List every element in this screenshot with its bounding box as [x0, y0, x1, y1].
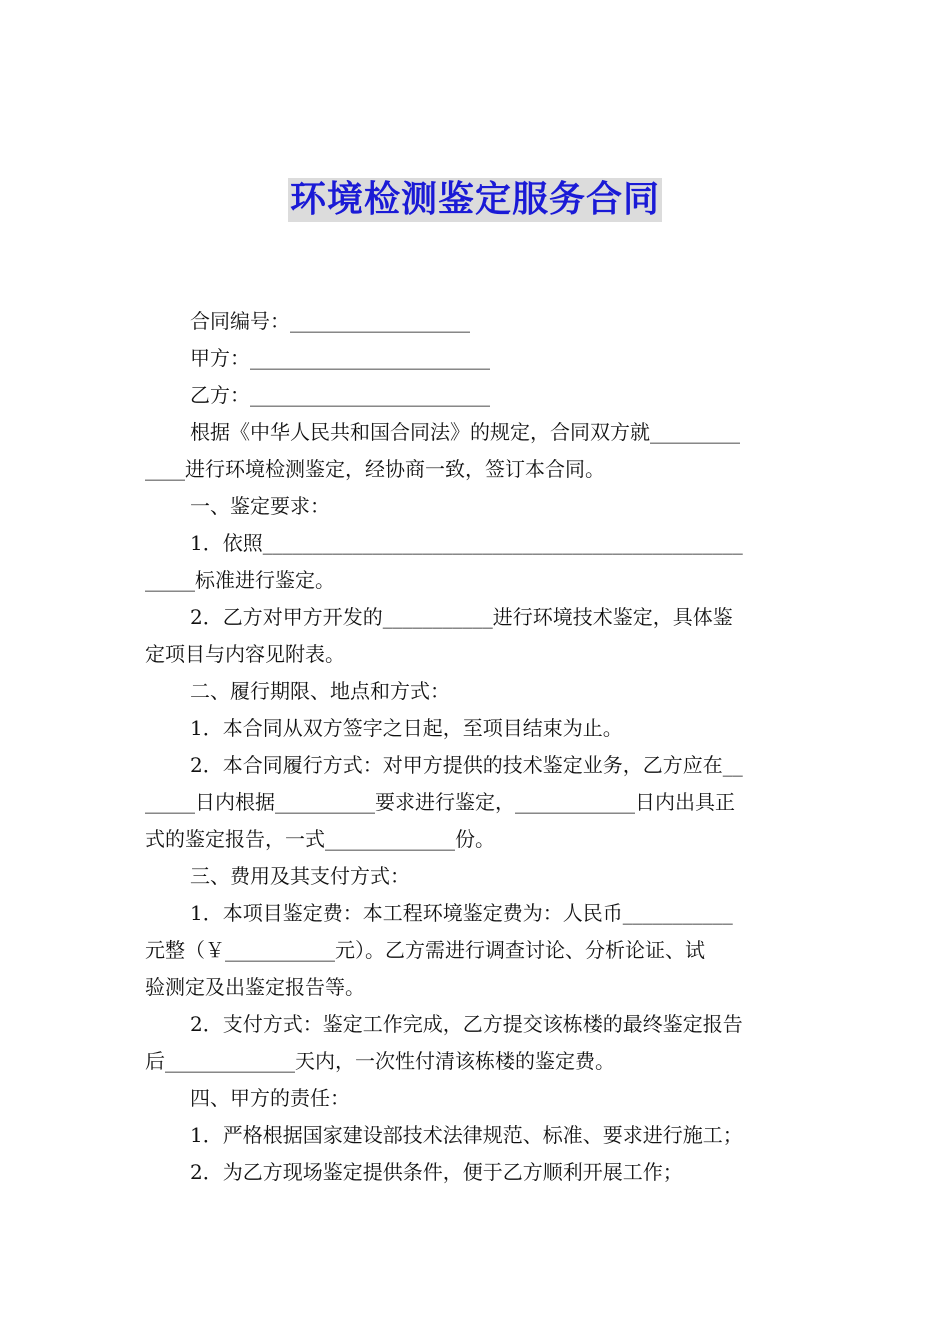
contract-number-label: 合同编号：: [190, 309, 290, 333]
intro-line-1: 根据《中华人民共和国合同法》的规定，合同双方就_________: [190, 420, 740, 444]
party-b-blank: ________________________: [250, 383, 490, 407]
contract-number-blank: __________________: [290, 309, 470, 333]
s2-item2-line-3: 式的鉴定报告，一式_____________份。: [145, 827, 495, 851]
s2-item1: 1．本合同从双方签字之日起，至项目结束为止。: [190, 716, 623, 740]
section-4-heading: 四、甲方的责任：: [190, 1086, 350, 1110]
party-b-line: [145, 377, 807, 414]
section-2-heading: 二、履行期限、地点和方式：: [190, 679, 450, 703]
section-1-heading: 一、鉴定要求：: [190, 494, 330, 518]
s4-item1: 1．严格根据国家建设部技术法律规范、标准、要求进行施工；: [190, 1123, 743, 1147]
s2-item2-line-1: 2．本合同履行方式：对甲方提供的技术鉴定业务，乙方应在__: [190, 753, 743, 777]
s4-item2: 2．为乙方现场鉴定提供条件，便于乙方顺利开展工作；: [190, 1160, 683, 1184]
s3-item2-line-2: 后_____________天内，一次性付清该栋楼的鉴定费。: [145, 1049, 615, 1073]
document-title: 环境检测鉴定服务合同: [289, 179, 660, 220]
s1-item2-line-1: 2．乙方对甲方开发的___________进行环境技术鉴定，具体鉴: [190, 605, 733, 629]
party-a-label: 甲方：: [190, 346, 250, 370]
s3-item1-line-3: 验测定及出鉴定报告等。: [145, 975, 365, 999]
s1-item2-line-2: 定项目与内容见附表。: [145, 642, 345, 666]
section-3-heading: 三、费用及其支付方式：: [190, 864, 410, 888]
s1-item1-line-2: _____标准进行鉴定。: [145, 568, 335, 592]
title-wrap: [0, 178, 950, 222]
s1-item1-line-1: 1．依照________________________________________________: [190, 531, 743, 555]
party-a-line: [145, 340, 807, 377]
s3-item2-line-1: 2．支付方式：鉴定工作完成，乙方提交该栋楼的最终鉴定报告: [190, 1012, 743, 1036]
party-a-blank: ________________________: [250, 346, 490, 370]
contract-number-line: [145, 303, 807, 340]
intro-line-2: ____进行环境检测鉴定，经协商一致，签订本合同。: [145, 457, 605, 481]
s3-item1-line-1: 1．本项目鉴定费：本工程环境鉴定费为：人民币___________: [190, 901, 733, 925]
s2-item2-line-2: _____日内根据__________要求进行鉴定，____________日内出具正: [145, 790, 735, 814]
party-b-label: 乙方：: [190, 383, 250, 407]
s3-item1-line-2: 元整（￥___________元）。乙方需进行调查讨论、分析论证、试: [145, 938, 705, 962]
document-body: [145, 303, 807, 1191]
